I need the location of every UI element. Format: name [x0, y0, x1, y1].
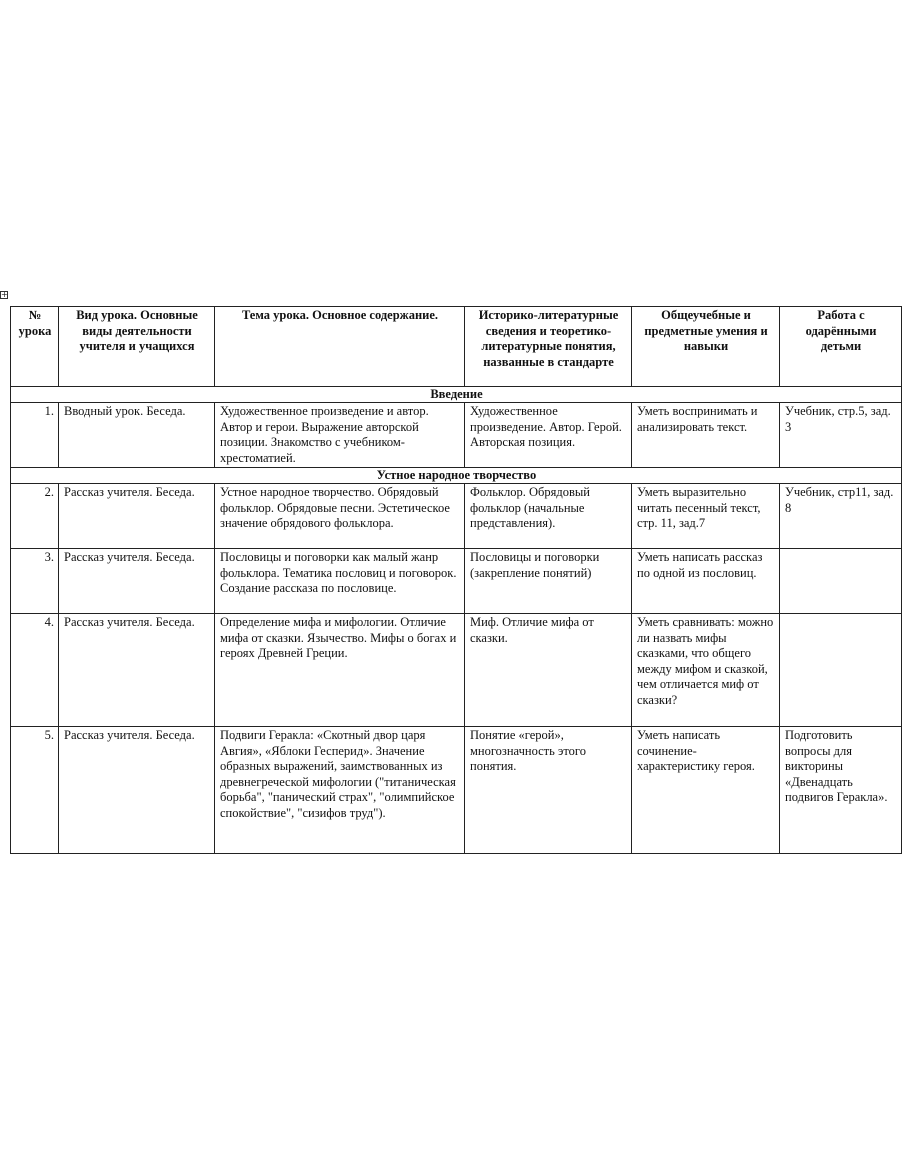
cell-hist-lit: Фольклор. Обрядовый фольклор (начальные представления). [465, 484, 632, 549]
cell-num: 1. [11, 403, 59, 468]
cell-skills: Уметь написать сочинение-характеристику героя. [632, 727, 780, 854]
header-lesson-type: Вид урока. Основные виды деятельности учителя и учащихся [59, 307, 215, 387]
cell-topic: Подвиги Геракла: «Скотный двор царя Авгия», «Яблоки Гесперид». Значение образных выражений, заимствованных из древнегреческой мифологии ("титаническая борьба", "панический страх", "олимпийское спокойствие", "сизифов труд"). [215, 727, 465, 854]
header-gifted: Работа с одарёнными детьми [780, 307, 902, 387]
cell-num: 5. [11, 727, 59, 854]
cell-lesson-type: Рассказ учителя. Беседа. [59, 727, 215, 854]
cell-gifted [780, 549, 902, 614]
cell-gifted: Учебник, стр.5, зад. 3 [780, 403, 902, 468]
cell-lesson-type: Рассказ учителя. Беседа. [59, 484, 215, 549]
cell-gifted: Учебник, стр11, зад. 8 [780, 484, 902, 549]
cell-topic: Художественное произведение и автор. Автор и герои. Выражение авторской позиции. Знакомство с учебником-хрестоматией. [215, 403, 465, 468]
section-title: Устное народное творчество [11, 468, 902, 484]
table-move-handle-icon[interactable]: + [1, 290, 8, 299]
table-row [11, 484, 902, 549]
cell-hist-lit: Пословицы и поговорки (закрепление понятий) [465, 549, 632, 614]
cell-skills: Уметь воспринимать и анализировать текст. [632, 403, 780, 468]
lesson-plan-table [10, 306, 902, 854]
table-row [11, 727, 902, 854]
section-row-intro [11, 387, 902, 403]
section-title: Введение [11, 387, 902, 403]
cell-topic: Определение мифа и мифологии. Отличие мифа от сказки. Язычество. Мифы о богах и героях Древней Греции. [215, 614, 465, 727]
table-row [11, 549, 902, 614]
cell-hist-lit: Художественное произведение. Автор. Герой. Авторская позиция. [465, 403, 632, 468]
cell-lesson-type: Рассказ учителя. Беседа. [59, 549, 215, 614]
cell-skills: Уметь выразительно читать песенный текст, стр. 11, зад.7 [632, 484, 780, 549]
cell-gifted [780, 614, 902, 727]
header-num: № урока [11, 307, 59, 387]
cell-skills: Уметь сравнивать: можно ли назвать мифы сказками, что общего между мифом и сказкой, чем отличается миф от сказки? [632, 614, 780, 727]
table-row [11, 403, 902, 468]
cell-lesson-type: Рассказ учителя. Беседа. [59, 614, 215, 727]
cell-gifted: Подготовить вопросы для викторины «Двенадцать подвигов Геракла». [780, 727, 902, 854]
cell-hist-lit: Миф. Отличие мифа от сказки. [465, 614, 632, 727]
header-topic: Тема урока. Основное содержание. [215, 307, 465, 387]
cell-num: 2. [11, 484, 59, 549]
table-header-row [11, 307, 902, 387]
header-hist-lit: Историко-литературные сведения и теоретико-литературные понятия, названные в стандарте [465, 307, 632, 387]
cell-skills: Уметь написать рассказ по одной из пословиц. [632, 549, 780, 614]
cell-num: 4. [11, 614, 59, 727]
cell-hist-lit: Понятие «герой», многозначность этого понятия. [465, 727, 632, 854]
section-row-folklore [11, 468, 902, 484]
header-skills: Общеучебные и предметные умения и навыки [632, 307, 780, 387]
cell-lesson-type: Вводный урок. Беседа. [59, 403, 215, 468]
cell-topic: Пословицы и поговорки как малый жанр фольклора. Тематика пословиц и поговорок. Создание рассказа по пословице. [215, 549, 465, 614]
cell-num: 3. [11, 549, 59, 614]
table-row [11, 614, 902, 727]
cell-topic: Устное народное творчество. Обрядовый фольклор. Обрядовые песни. Эстетическое значение обрядового фольклора. [215, 484, 465, 549]
